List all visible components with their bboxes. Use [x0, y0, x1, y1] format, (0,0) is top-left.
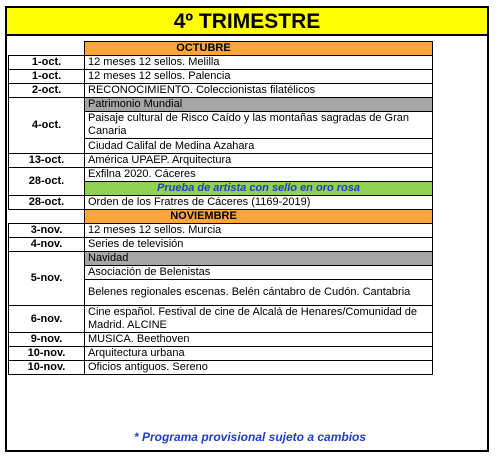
row-event: Paisaje cultural de Risco Caído y las montañas sagradas de Gran Canaria: [85, 112, 433, 139]
row-date: 10-nov.: [9, 361, 85, 375]
row-date: 4-nov.: [9, 238, 85, 252]
footnote: * Programa provisional sujeto a cambios: [133, 430, 367, 444]
month-header-november: NOVIEMBRE: [85, 210, 433, 224]
table-row: [9, 42, 85, 56]
row-event: Cine español. Festival de cine de Alcalá de Henares/Comunidad de Madrid. ALCINE: [85, 306, 433, 333]
row-date: 1-oct.: [9, 70, 85, 84]
row-date: 2-oct.: [9, 84, 85, 98]
row-date: 9-nov.: [9, 333, 85, 347]
row-date: 28-oct.: [9, 168, 85, 196]
schedule-table: [8, 41, 433, 375]
row-event: Belenes regionales escenas. Belén cántabro de Cudón. Cantabria: [85, 280, 433, 306]
row-event: Exfilna 2020. Cáceres: [85, 168, 433, 182]
row-date: 5-nov.: [9, 252, 85, 306]
row-date: 3-nov.: [9, 224, 85, 238]
row-event: 12 meses 12 sellos. Palencia: [85, 70, 433, 84]
row-event: Asociación de Belenistas: [85, 266, 433, 280]
table-row: [9, 210, 85, 224]
row-event: Series de televisión: [85, 238, 433, 252]
row-date: 28-oct.: [9, 196, 85, 210]
row-date: 1-oct.: [9, 56, 85, 70]
row-date: 4-oct.: [9, 98, 85, 154]
row-event: MÚSICA. Beethoven: [85, 333, 433, 347]
highlight-event: Prueba de artista con sello en oro rosa: [85, 182, 433, 196]
row-event: Orden de los Fratres de Cáceres (1169-2019): [85, 196, 433, 210]
row-event: 12 meses 12 sellos. Melilla: [85, 56, 433, 70]
row-date: 10-nov.: [9, 347, 85, 361]
row-event: Oficios antiguos. Sereno: [85, 361, 433, 375]
row-event: Ciudad Califal de Medina Azahara: [85, 139, 433, 154]
theme-header: Navidad: [85, 252, 433, 266]
row-date: 6-nov.: [9, 306, 85, 333]
month-header-october: OCTUBRE: [85, 42, 433, 56]
row-event: 12 meses 12 sellos. Murcia: [85, 224, 433, 238]
row-event: RECONOCIMIENTO. Coleccionistas filatélicos: [85, 84, 433, 98]
row-date: 13-oct.: [9, 154, 85, 168]
page-title: 4º TRIMESTRE: [5, 6, 489, 36]
row-event: Arquitectura urbana: [85, 347, 433, 361]
row-event: América UPAEP. Arquitectura: [85, 154, 433, 168]
theme-header: Patrimonio Mundial: [85, 98, 433, 112]
